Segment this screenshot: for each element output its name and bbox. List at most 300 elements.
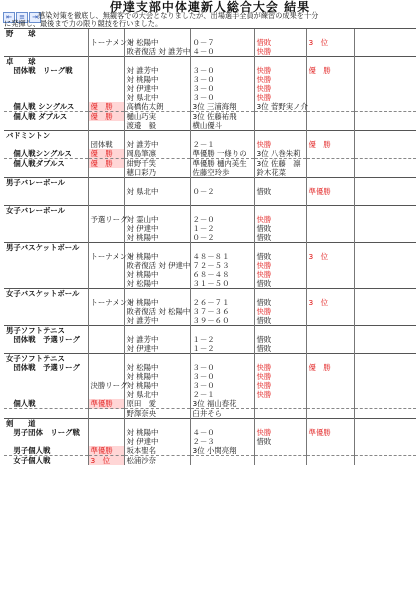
cell-c7 <box>354 307 416 316</box>
cell-c2: 予選リーグ <box>88 215 124 224</box>
cell-c2 <box>88 289 124 299</box>
cell-c5: 惜敗 <box>254 316 306 326</box>
cell-c1: 個人戦シングルス <box>4 149 88 159</box>
cell-c3 <box>124 178 190 188</box>
cell-c6 <box>306 112 354 122</box>
cell-c6 <box>306 446 354 456</box>
cell-c7 <box>354 316 416 326</box>
cell-c5 <box>254 456 306 466</box>
cell-c6 <box>306 233 354 243</box>
cell-c6 <box>306 354 354 364</box>
cell-c2 <box>88 121 124 131</box>
cell-c1: 女子個人戦 <box>6 456 51 465</box>
cell-c1: 男子ソフトテニス <box>4 326 88 336</box>
cell-c7 <box>354 399 416 409</box>
cell-c1 <box>4 381 88 390</box>
cell-c7 <box>354 279 416 289</box>
cell-c1 <box>4 270 88 279</box>
cell-c4: 臼井そら <box>190 409 254 419</box>
cell-c5: 快勝 <box>254 93 306 102</box>
cell-c2 <box>88 270 124 279</box>
cell-c6 <box>306 390 354 399</box>
cell-c1: 野 球 <box>4 29 88 39</box>
cell-c5: 快勝 <box>254 84 306 93</box>
event-header-row <box>4 289 416 299</box>
cell-c2 <box>88 84 124 93</box>
table-row <box>4 149 416 159</box>
cell-c7 <box>354 390 416 399</box>
cell-c4: ３－０ <box>190 372 254 381</box>
cell-c5 <box>254 446 306 456</box>
cell-c5 <box>254 178 306 188</box>
cell-c1 <box>4 298 88 307</box>
cell-c4: ３９－６０ <box>190 316 254 326</box>
cell-c1 <box>4 84 88 93</box>
cell-c7 <box>354 29 416 39</box>
cell-c3: 敗者復活 対 誰芳中 <box>124 47 190 57</box>
table-row <box>4 121 416 131</box>
cell-c4 <box>190 326 254 336</box>
cell-c2 <box>88 196 124 206</box>
cell-c7 <box>354 168 416 178</box>
cell-c5: 惜敗 <box>254 298 306 307</box>
cell-c7 <box>354 224 416 233</box>
table-row <box>4 372 416 381</box>
table-row <box>4 93 416 102</box>
cell-c7 <box>354 437 416 446</box>
cell-c1 <box>4 344 88 354</box>
event-header-row <box>4 243 416 253</box>
cell-c7 <box>354 102 416 112</box>
cell-c5 <box>254 243 306 253</box>
cell-c3: 樋山巧実 <box>124 112 190 122</box>
cell-c3: 対 伊達中 <box>124 84 190 93</box>
table-row <box>4 399 416 409</box>
cell-c6 <box>306 93 354 102</box>
cell-c7 <box>354 363 416 372</box>
cell-c4: ０－７ <box>190 38 254 47</box>
cell-c4 <box>190 243 254 253</box>
cell-c6 <box>306 456 354 466</box>
cell-c3: 対 桃陽中 <box>124 252 190 261</box>
cell-c6 <box>306 307 354 316</box>
table-row <box>4 390 416 399</box>
cell-c5 <box>254 196 306 206</box>
cell-c6 <box>306 270 354 279</box>
cell-c6 <box>306 243 354 253</box>
cell-c2: 優 勝 <box>88 112 124 122</box>
cell-c3 <box>124 196 190 206</box>
cell-c2 <box>88 57 124 67</box>
cell-c1 <box>4 316 88 326</box>
cell-c7 <box>354 187 416 196</box>
cell-c6 <box>306 131 354 141</box>
cell-c1 <box>4 93 88 102</box>
cell-c5: 惜敗 <box>254 437 306 446</box>
cell-c5: 快勝 <box>254 381 306 390</box>
cell-c4: １－２ <box>190 224 254 233</box>
table-row <box>4 252 416 261</box>
cell-c2 <box>88 279 124 289</box>
cell-c1 <box>4 196 88 206</box>
cell-c6 <box>306 84 354 93</box>
cell-c6 <box>306 261 354 270</box>
cell-c6 <box>306 149 354 159</box>
cell-c3 <box>124 419 190 429</box>
cell-c1 <box>4 75 88 84</box>
cell-c4 <box>190 456 254 466</box>
cell-c4: 3位 佐藤祐飛 <box>190 112 254 122</box>
cell-c3: 対 伊達中 <box>124 344 190 354</box>
cell-c3: 渡邉 毅 <box>124 121 190 131</box>
cell-c4: ３１－５０ <box>190 279 254 289</box>
cell-c5: 惜敗 <box>254 344 306 354</box>
cell-c7 <box>354 121 416 131</box>
cell-c2 <box>88 261 124 270</box>
cell-c3 <box>124 354 190 364</box>
cell-c5 <box>254 399 306 409</box>
cell-c6: 3 位 <box>306 298 354 307</box>
cell-c1: 個人戦 シングルス <box>4 102 88 112</box>
cell-c3: 対 桃陽中 <box>124 233 190 243</box>
cell-c5: 惜敗 <box>254 224 306 233</box>
cell-c4: 佐藤空玲歩 <box>190 168 254 178</box>
cell-c7 <box>354 84 416 93</box>
cell-c1: 女子バスケットボール <box>4 289 88 299</box>
table-row <box>4 335 416 344</box>
cell-c6 <box>306 206 354 216</box>
cell-c6: 優 勝 <box>306 363 354 372</box>
cell-c1 <box>4 390 88 399</box>
cell-c4: 横山優斗 <box>190 121 254 131</box>
cell-c6: 3 位 <box>306 38 354 47</box>
cell-c2: 準優勝 <box>88 446 124 456</box>
cell-c1 <box>4 409 88 419</box>
cell-c7 <box>354 335 416 344</box>
table-row <box>4 261 416 270</box>
table-row <box>4 224 416 233</box>
cell-c2 <box>88 93 124 102</box>
table-row <box>4 102 416 112</box>
cell-c3: 対 松陽中 <box>124 363 190 372</box>
table-row <box>4 279 416 289</box>
cell-c5: 快勝 <box>254 363 306 372</box>
cell-c1 <box>4 140 88 149</box>
cell-c2 <box>88 354 124 364</box>
cell-c5: 惜敗 <box>254 252 306 261</box>
cell-c7 <box>354 372 416 381</box>
cell-c3: 対 誰芳中 <box>124 335 190 344</box>
cell-c4: ３－０ <box>190 363 254 372</box>
cell-c7 <box>354 446 416 456</box>
cell-c6 <box>306 29 354 39</box>
cell-c6 <box>306 289 354 299</box>
cell-c7 <box>354 428 416 437</box>
event-header-row <box>4 206 416 216</box>
cell-c4: ２６－７１ <box>190 298 254 307</box>
cell-c5 <box>254 29 306 39</box>
cell-c6 <box>306 75 354 84</box>
cell-c3 <box>124 29 190 39</box>
cell-c5: 惜敗 <box>254 187 306 196</box>
cell-c2 <box>88 335 124 344</box>
cell-c4: ２－０ <box>190 215 254 224</box>
cell-c7 <box>354 57 416 67</box>
cell-c5: 快勝 <box>254 261 306 270</box>
cell-c1 <box>4 261 88 270</box>
cell-c1 <box>4 168 88 178</box>
first-page-icon[interactable]: ⇤ <box>3 12 15 23</box>
cell-c2 <box>88 243 124 253</box>
cell-c2 <box>88 206 124 216</box>
cell-c4: １－２ <box>190 344 254 354</box>
table-row <box>4 428 416 437</box>
cell-c4 <box>190 131 254 141</box>
cell-c1 <box>4 437 88 446</box>
cell-c5: 惜敗 <box>254 335 306 344</box>
cell-c1: 男子個人戦 <box>4 446 88 456</box>
cell-c4: ４－０ <box>190 47 254 57</box>
cell-c7 <box>354 289 416 299</box>
table-row <box>4 344 416 354</box>
cell-c3: 対 誰芳中 <box>124 140 190 149</box>
cell-c6 <box>306 279 354 289</box>
cell-c5: 快勝 <box>254 307 306 316</box>
cell-c2 <box>88 75 124 84</box>
cell-c5 <box>254 409 306 419</box>
cell-c4 <box>190 29 254 39</box>
table-row <box>4 446 416 456</box>
cell-c7 <box>354 354 416 364</box>
cell-c6: 準優勝 <box>306 187 354 196</box>
cell-c2 <box>88 372 124 381</box>
cell-c7 <box>354 243 416 253</box>
cell-c1 <box>4 233 88 243</box>
table-row <box>4 84 416 93</box>
table-row <box>4 307 416 316</box>
cell-c2: 優 勝 <box>88 102 124 112</box>
cell-c1: 卓 球 <box>4 57 88 67</box>
cell-c2 <box>88 178 124 188</box>
cell-c3: 野澤奈央 <box>124 409 190 419</box>
cell-c5 <box>254 131 306 141</box>
event-header-row <box>4 29 416 39</box>
cell-c2 <box>88 47 124 57</box>
cell-c3: 対 県北中 <box>124 187 190 196</box>
cell-c7 <box>354 38 416 47</box>
event-header-row <box>4 354 416 364</box>
cell-c5: 3位 菅野実ノ介 <box>254 102 306 112</box>
cell-c2 <box>88 344 124 354</box>
cell-c5: 惜敗 <box>254 233 306 243</box>
cell-c3: 対 県北中 <box>124 390 190 399</box>
cell-c6 <box>306 168 354 178</box>
cell-c3: 岡島筆凛 <box>124 149 190 159</box>
cell-c4: ０－２ <box>190 187 254 196</box>
cell-c1 <box>4 307 88 316</box>
cell-c7 <box>354 131 416 141</box>
cell-c6 <box>306 326 354 336</box>
table-row <box>4 456 416 466</box>
table-row <box>4 112 416 122</box>
cell-c6 <box>306 57 354 67</box>
cell-c5: 3位 八巻朱莉 <box>254 149 306 159</box>
cell-c2 <box>88 409 124 419</box>
cell-c5: 惜敗 <box>254 279 306 289</box>
cell-c3: 対 県北中 <box>124 93 190 102</box>
cell-c1: 個人戦 <box>4 399 88 409</box>
cell-c4: 準優勝 一條りの <box>190 149 254 159</box>
cell-c4: ４－０ <box>190 428 254 437</box>
cell-c2: 優 勝 <box>88 149 124 159</box>
cell-c7 <box>354 66 416 75</box>
cell-c4 <box>190 196 254 206</box>
cell-c5 <box>254 121 306 131</box>
cell-c7 <box>354 270 416 279</box>
cell-c3: 対 桃陽中 <box>124 75 190 84</box>
cell-c6 <box>306 215 354 224</box>
event-header-row <box>4 326 416 336</box>
cell-c3: 紺野千笑 <box>124 159 190 169</box>
cell-c3: 対 桃陽中 <box>124 372 190 381</box>
cell-c1: 男子バレーボール <box>4 178 88 188</box>
results-table <box>4 28 416 465</box>
cell-c1: 個人戦ダブルス <box>6 159 65 168</box>
cell-c4: ３－０ <box>190 66 254 75</box>
cell-c6: 優 勝 <box>306 66 354 75</box>
cell-c5 <box>254 57 306 67</box>
cell-c3 <box>124 289 190 299</box>
intro-text: 感染対策を徹底し、無観客での大会となりましたが、出場選手全員が練習の成果を十分 <box>38 11 319 20</box>
cell-c7 <box>354 112 416 122</box>
cell-c2: トーナメント <box>88 298 124 307</box>
cell-c1 <box>4 187 88 196</box>
cell-c5: 快勝 <box>254 215 306 224</box>
table-row <box>4 215 416 224</box>
cell-c7 <box>354 419 416 429</box>
cell-c6 <box>306 437 354 446</box>
cell-c3: 対 霊山中 <box>124 215 190 224</box>
cell-c4: ３－０ <box>190 75 254 84</box>
cell-c6: 3 位 <box>306 252 354 261</box>
cell-c2: トーナメント <box>88 38 124 47</box>
cell-c5 <box>254 206 306 216</box>
cell-c3: 松浦沙奈 <box>124 456 190 466</box>
cell-c6 <box>306 409 354 419</box>
cell-c7 <box>354 178 416 188</box>
cell-c5 <box>254 326 306 336</box>
cell-c4: 3位 小関亮翔 <box>190 446 254 456</box>
table-row <box>4 140 416 149</box>
cell-c4: ３－０ <box>190 93 254 102</box>
cell-c2 <box>88 326 124 336</box>
table-row <box>4 316 416 326</box>
table-row <box>4 159 416 169</box>
cell-c4: 準優勝 樋内美生 <box>190 159 254 169</box>
table-row <box>4 409 416 419</box>
cell-c4: ６８－４８ <box>190 270 254 279</box>
cell-c3 <box>124 57 190 67</box>
cell-c3: 対 桃陽中 <box>124 381 190 390</box>
table-row <box>4 75 416 84</box>
last-page-icon[interactable]: ⇥ <box>29 12 41 23</box>
cell-c2 <box>88 437 124 446</box>
cell-c3 <box>124 206 190 216</box>
cell-c2 <box>88 66 124 75</box>
cell-c3: 坂本聖名 <box>124 446 190 456</box>
cell-c6 <box>306 159 354 169</box>
cell-c7 <box>354 233 416 243</box>
cell-c5: 快勝 <box>254 428 306 437</box>
cell-c5 <box>254 354 306 364</box>
cell-c4: 3位 三浦海翔 <box>190 102 254 112</box>
cell-c1 <box>4 121 88 131</box>
cell-c6 <box>306 399 354 409</box>
cell-c5: 惜敗 <box>254 38 306 47</box>
table-row <box>4 298 416 307</box>
cell-c4 <box>190 178 254 188</box>
event-header-row <box>4 419 416 429</box>
cell-c2 <box>88 29 124 39</box>
cell-c3: 対 桃陽中 <box>124 428 190 437</box>
cell-c7 <box>354 47 416 57</box>
cell-c5: 快勝 <box>254 140 306 149</box>
menu-icon[interactable]: ≡ <box>16 12 28 23</box>
cell-c1: 団体戦 予選リーグ <box>6 335 80 344</box>
cell-c6 <box>306 344 354 354</box>
cell-c3: 対 伊達中 <box>124 224 190 233</box>
cell-c2: 団体戦 <box>88 140 124 149</box>
cell-c5: 快勝 <box>254 75 306 84</box>
cell-c7 <box>354 93 416 102</box>
cell-c6 <box>306 102 354 112</box>
cell-c4: ３－０ <box>190 84 254 93</box>
cell-c3: 対 桃陽中 <box>124 298 190 307</box>
table-row <box>4 363 416 372</box>
cell-c5: 快勝 <box>254 270 306 279</box>
cell-c4: ４８－８１ <box>190 252 254 261</box>
cell-c5: 快勝 <box>254 66 306 75</box>
cell-c2: 優 勝 <box>88 159 124 169</box>
cell-c4: ３－０ <box>190 381 254 390</box>
cell-c4 <box>190 289 254 299</box>
cell-c7 <box>354 206 416 216</box>
cell-c3: 敗者復活 対 松陽中 <box>124 307 190 316</box>
cell-c4 <box>190 206 254 216</box>
table-row <box>4 233 416 243</box>
cell-c5 <box>254 112 306 122</box>
cell-c7 <box>354 196 416 206</box>
cell-c1: 男子バスケットボール <box>4 243 88 253</box>
cell-c6 <box>306 121 354 131</box>
cell-c4: ３７－３６ <box>190 307 254 316</box>
cell-c2 <box>88 131 124 141</box>
cell-c7 <box>354 159 416 169</box>
cell-c3: 対 誰芳中 <box>124 316 190 326</box>
cell-c5 <box>254 419 306 429</box>
table-row <box>4 168 416 178</box>
table-row <box>4 38 416 47</box>
cell-c1: 団体戦 リーグ戦 <box>6 66 73 75</box>
cell-c3 <box>124 326 190 336</box>
cell-c2 <box>88 187 124 196</box>
cell-c1 <box>4 224 88 233</box>
cell-c1 <box>4 372 88 381</box>
cell-c2 <box>88 224 124 233</box>
cell-c7 <box>354 149 416 159</box>
cell-c6 <box>306 335 354 344</box>
cell-c1 <box>4 279 88 289</box>
